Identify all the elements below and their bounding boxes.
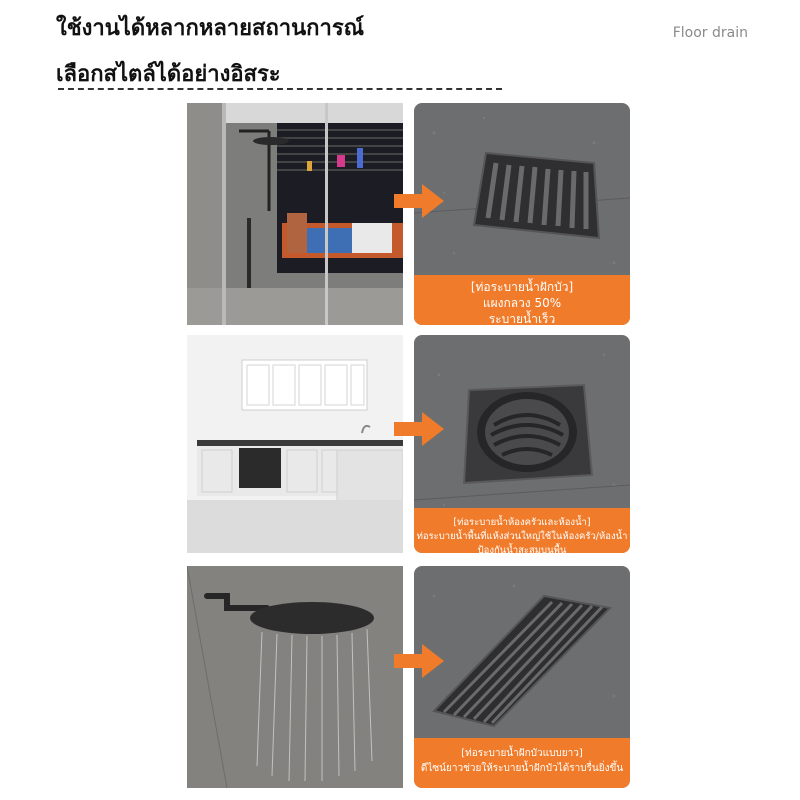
feature-line: ระบายน้ำเร็ว bbox=[488, 312, 556, 325]
page-title: ใช้งานได้หลากหลายสถานการณ์ bbox=[56, 16, 365, 41]
bathroom-shower-scene bbox=[187, 103, 403, 325]
arrow-right-icon bbox=[394, 412, 444, 446]
rain-shower-head-scene bbox=[187, 566, 403, 788]
kitchen-scene bbox=[187, 335, 403, 553]
product-category-label: Floor drain bbox=[672, 25, 748, 41]
feature-line: แผงกลวง 50% bbox=[482, 296, 562, 310]
feature-label bbox=[414, 275, 630, 325]
page-subtitle-line: เลือกสไตล์ได้อย่างอิสระ bbox=[56, 62, 281, 87]
feature-line: ดีไซน์ยาวช่วยให้ระบายน้ำฝักบัวได้ราบรื่นยิ่งขึ้น bbox=[420, 763, 624, 774]
feature-label bbox=[414, 508, 630, 553]
feature-title: [ท่อระบายน้ำห้องครัวและห้องน้ำ] bbox=[453, 517, 591, 528]
feature-title: [ท่อระบายน้ำฝักบัวแบบยาว] bbox=[461, 748, 583, 759]
dashed-divider bbox=[58, 88, 502, 90]
arrow-right-icon bbox=[394, 184, 444, 218]
feature-line: ป้องกันน้ำสะสมบนพื้น bbox=[477, 545, 567, 553]
feature-title: [ท่อระบายน้ำฝักบัว] bbox=[470, 280, 574, 294]
feature-label bbox=[414, 738, 630, 788]
arrow-right-icon bbox=[394, 644, 444, 678]
feature-line: ท่อระบายน้ำพื้นที่แห้งส่วนใหญ่ใช้ในห้องครัว/ห้องน้ำ bbox=[416, 531, 628, 542]
